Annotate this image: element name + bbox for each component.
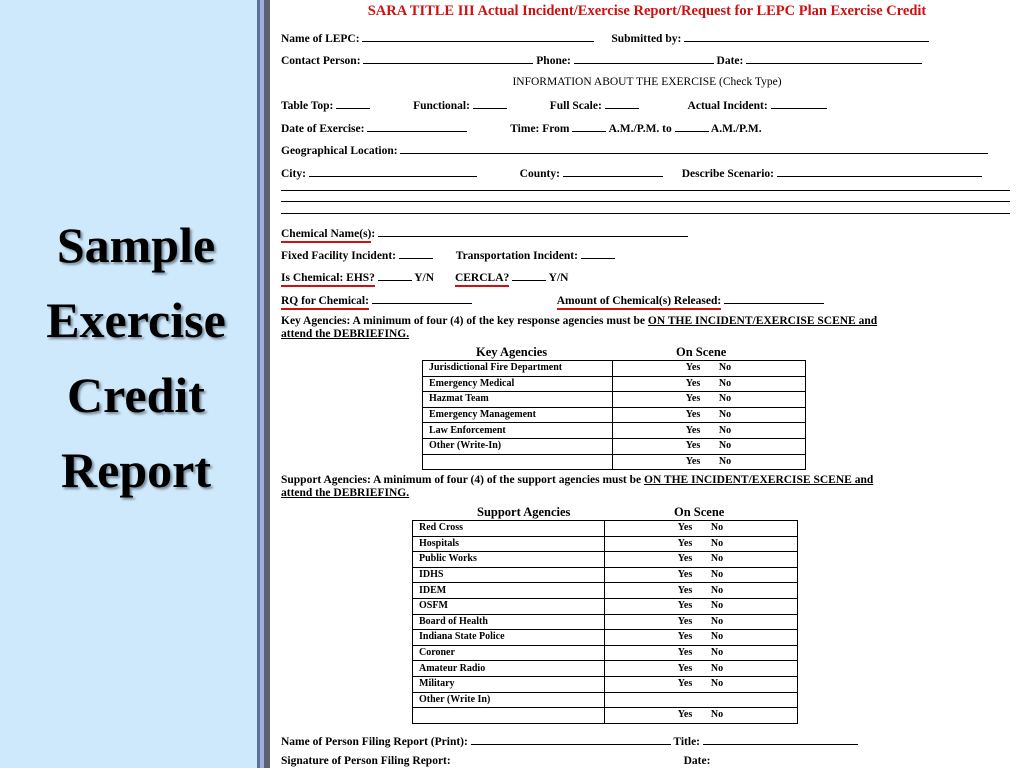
table-row	[413, 567, 798, 583]
on-scene-cell[interactable]	[605, 661, 798, 677]
label: Submitted by:	[611, 33, 682, 45]
label: Support Agencies: A minimum of four (4) of the support agencies must be	[281, 474, 645, 486]
support-agencies-table	[412, 520, 798, 724]
label: Signature of Person Filing Report:	[281, 755, 451, 767]
table-row	[413, 661, 798, 677]
key-agencies-table	[422, 360, 806, 470]
no-option[interactable]: No	[718, 393, 732, 405]
label: Is Chemical: EHS?	[281, 272, 375, 287]
table-row	[413, 536, 798, 552]
scenario-line[interactable]	[281, 190, 1010, 191]
no-option[interactable]: No	[718, 455, 732, 467]
on-scene-cell[interactable]	[613, 376, 806, 392]
label: :	[371, 228, 376, 240]
no-option[interactable]: No	[710, 631, 724, 643]
yes-option[interactable]: Yes	[685, 409, 701, 421]
support-header: Support Agencies	[477, 505, 571, 519]
label: Name of Person Filing Report (Print):	[281, 736, 468, 748]
geo-row	[281, 143, 988, 157]
on-scene-cell[interactable]	[605, 521, 798, 537]
agency-name: Board of Health	[413, 614, 605, 630]
label: CERCLA?	[455, 272, 509, 287]
label: A.M./P.M. to	[608, 123, 672, 135]
key-instructions-2: attend the DEBRIEFING.	[281, 328, 410, 340]
table-row	[413, 692, 798, 708]
label: ON THE INCIDENT/EXERCISE SCENE and	[644, 474, 874, 486]
chemical-names-field[interactable]	[378, 226, 688, 237]
yes-option[interactable]: Yes	[677, 709, 693, 721]
transportation-field[interactable]	[581, 248, 615, 259]
slide-title-line: Sample	[56, 217, 216, 273]
rq-row	[281, 293, 824, 307]
on-scene-cell[interactable]	[605, 614, 798, 630]
agency-name: Jurisdictional Fire Department	[423, 361, 613, 377]
incident-row	[281, 248, 615, 262]
geo-location-field[interactable]	[400, 143, 988, 154]
phone-field[interactable]	[574, 53, 714, 64]
label: ON THE INCIDENT/EXERCISE SCENE and	[647, 315, 878, 327]
yes-option[interactable]: Yes	[685, 455, 701, 467]
label: County:	[519, 168, 560, 180]
city-row	[281, 166, 982, 180]
no-option[interactable]: No	[710, 584, 724, 596]
agency-name: Coroner	[413, 645, 605, 661]
rq-field[interactable]	[372, 293, 472, 304]
fixed-facility-field[interactable]	[399, 248, 433, 259]
on-scene-cell[interactable]	[605, 630, 798, 646]
on-scene-cell[interactable]	[613, 423, 806, 439]
yes-option[interactable]: Yes	[677, 678, 693, 690]
yes-option[interactable]: Yes	[677, 569, 693, 581]
label: Transportation Incident:	[455, 250, 578, 262]
label: Y/N	[548, 272, 569, 284]
lepc-field[interactable]	[362, 31, 594, 42]
no-option[interactable]: No	[718, 424, 732, 436]
no-option[interactable]: No	[710, 678, 724, 690]
on-scene-cell[interactable]	[605, 676, 798, 692]
label: Functional:	[413, 100, 470, 112]
yes-option[interactable]: Yes	[677, 584, 693, 596]
table-row	[413, 676, 798, 692]
table-row	[413, 708, 798, 724]
on-scene-cell[interactable]	[605, 567, 798, 583]
date-field[interactable]	[746, 53, 922, 64]
on-scene-cell[interactable]	[605, 583, 798, 599]
on-scene-cell[interactable]	[605, 708, 798, 724]
label: Geographical Location:	[281, 145, 398, 157]
scenario-field[interactable]	[777, 166, 982, 177]
table-row	[423, 438, 806, 454]
yes-option[interactable]: Yes	[685, 362, 701, 374]
report-form	[270, 0, 1024, 768]
date-time-row	[281, 121, 762, 135]
actual-incident-field[interactable]	[771, 98, 827, 109]
slide-title-line: Report	[61, 442, 211, 498]
table-row	[413, 598, 798, 614]
info-header: INFORMATION ABOUT THE EXERCISE (Check Type)	[512, 76, 782, 88]
table-row	[413, 521, 798, 537]
agency-name: IDHS	[413, 567, 605, 583]
on-scene-cell[interactable]	[613, 392, 806, 408]
scenario-line[interactable]	[281, 201, 1010, 202]
signature-row	[281, 755, 710, 767]
no-option[interactable]: No	[710, 553, 724, 565]
label: Describe Scenario:	[681, 168, 774, 180]
label: Chemical Name(s)	[281, 228, 371, 243]
no-option[interactable]: No	[710, 709, 724, 721]
cercla-field[interactable]	[512, 270, 546, 281]
on-scene-cell[interactable]	[605, 692, 798, 708]
lepc-row	[281, 31, 929, 45]
yes-option[interactable]: Yes	[677, 553, 693, 565]
date-of-exercise-field[interactable]	[367, 121, 467, 132]
agency-name: Indiana State Police	[413, 630, 605, 646]
agency-name	[413, 708, 605, 724]
on-scene-cell[interactable]	[605, 598, 798, 614]
agency-name: Military	[413, 676, 605, 692]
table-row	[413, 614, 798, 630]
scenario-line[interactable]	[281, 213, 1010, 214]
table-top-field[interactable]	[336, 98, 370, 109]
full-scale-field[interactable]	[605, 98, 639, 109]
table-row	[413, 630, 798, 646]
on-scene-cell[interactable]	[613, 454, 806, 470]
city-field[interactable]	[309, 166, 477, 177]
amount-field[interactable]	[724, 293, 824, 304]
table-row	[423, 376, 806, 392]
key-header: Key Agencies	[476, 345, 548, 359]
no-option[interactable]: No	[718, 409, 732, 421]
label: Amount of Chemical(s) Released:	[557, 295, 722, 310]
label: A.M./P.M.	[710, 123, 762, 135]
support-instructions	[281, 474, 873, 486]
no-option[interactable]: No	[710, 600, 724, 612]
agency-name: IDEM	[413, 583, 605, 599]
label: Phone:	[536, 55, 571, 67]
agency-name: Hazmat Team	[423, 392, 613, 408]
yes-option[interactable]: Yes	[677, 631, 693, 643]
on-scene-header: On Scene	[676, 345, 727, 359]
agency-name: Emergency Management	[423, 407, 613, 423]
contact-row	[281, 53, 922, 67]
agency-name: OSFM	[413, 598, 605, 614]
on-scene-cell[interactable]	[613, 438, 806, 454]
yes-option[interactable]: Yes	[677, 647, 693, 659]
chemical-row	[281, 226, 688, 240]
label: Actual Incident:	[687, 100, 768, 112]
agency-name: Hospitals	[413, 536, 605, 552]
form-title: SARA TITLE III Actual Incident/Exercise Report/Request for LEPC Plan Exercise Credit	[367, 3, 927, 19]
on-scene-cell[interactable]	[605, 645, 798, 661]
on-scene-cell[interactable]	[613, 361, 806, 377]
label: Y/N	[414, 272, 435, 284]
label: Full Scale:	[549, 100, 602, 112]
on-scene-header: On Scene	[674, 505, 725, 519]
label: Key Agencies: A minimum of four (4) of the key response agencies must be	[281, 315, 648, 327]
no-option[interactable]: No	[718, 362, 732, 374]
table-row	[413, 645, 798, 661]
yes-option[interactable]: Yes	[685, 377, 701, 389]
agency-name: Law Enforcement	[423, 423, 613, 439]
table-row	[423, 361, 806, 377]
yes-option[interactable]: Yes	[685, 393, 701, 405]
label: RQ for Chemical:	[281, 295, 369, 310]
ehs-field[interactable]	[378, 270, 412, 281]
label: Fixed Facility Incident:	[281, 250, 396, 262]
agency-name	[423, 454, 613, 470]
key-instructions	[281, 315, 877, 327]
label: Date:	[683, 755, 711, 767]
title-field[interactable]	[703, 734, 858, 745]
table-row	[423, 407, 806, 423]
submitted-by-field[interactable]	[684, 31, 929, 42]
table-row	[423, 392, 806, 408]
yes-option[interactable]: Yes	[677, 615, 693, 627]
no-option[interactable]: No	[710, 662, 724, 674]
name-filing-field[interactable]	[471, 734, 671, 745]
time-from-field[interactable]	[572, 121, 606, 132]
yes-option[interactable]: Yes	[677, 522, 693, 534]
no-option[interactable]: No	[718, 377, 732, 389]
county-field[interactable]	[563, 166, 663, 177]
no-option[interactable]: No	[710, 647, 724, 659]
ehs-row	[281, 270, 568, 284]
label: Title:	[673, 736, 701, 748]
table-row	[423, 454, 806, 470]
yes-option[interactable]: Yes	[677, 662, 693, 674]
label: Contact Person:	[281, 55, 361, 67]
on-scene-cell[interactable]	[605, 552, 798, 568]
time-to-field[interactable]	[675, 121, 709, 132]
agency-name: Red Cross	[413, 521, 605, 537]
label: City:	[281, 168, 306, 180]
label: Table Top:	[281, 100, 334, 112]
yes-option[interactable]: Yes	[685, 424, 701, 436]
functional-field[interactable]	[473, 98, 507, 109]
agency-name: Other (Write-In)	[423, 438, 613, 454]
label: Name of LEPC:	[281, 33, 360, 45]
yes-option[interactable]: Yes	[677, 537, 693, 549]
yes-option[interactable]: Yes	[677, 600, 693, 612]
on-scene-cell[interactable]	[605, 536, 798, 552]
yes-option[interactable]: Yes	[685, 440, 701, 452]
table-row	[423, 423, 806, 439]
agency-name: Other (Write In)	[413, 692, 605, 708]
agency-name: Amateur Radio	[413, 661, 605, 677]
label: Date:	[716, 55, 744, 67]
no-option[interactable]: No	[710, 537, 724, 549]
contact-field[interactable]	[363, 53, 533, 64]
support-instructions-2: attend the DEBRIEFING.	[281, 487, 410, 499]
slide-title-line: Exercise	[46, 292, 226, 348]
no-option[interactable]: No	[710, 569, 724, 581]
slide-title-line: Credit	[67, 367, 205, 423]
on-scene-cell[interactable]	[613, 407, 806, 423]
label: Time: From	[510, 123, 570, 135]
no-option[interactable]: No	[710, 522, 724, 534]
label: Date of Exercise:	[281, 123, 365, 135]
slide-title	[14, 208, 258, 508]
table-row	[413, 552, 798, 568]
type-row	[281, 98, 827, 112]
filing-row	[281, 734, 858, 748]
agency-name: Emergency Medical	[423, 376, 613, 392]
no-option[interactable]: No	[710, 615, 724, 627]
no-option[interactable]: No	[718, 440, 732, 452]
agency-name: Public Works	[413, 552, 605, 568]
table-row	[413, 583, 798, 599]
